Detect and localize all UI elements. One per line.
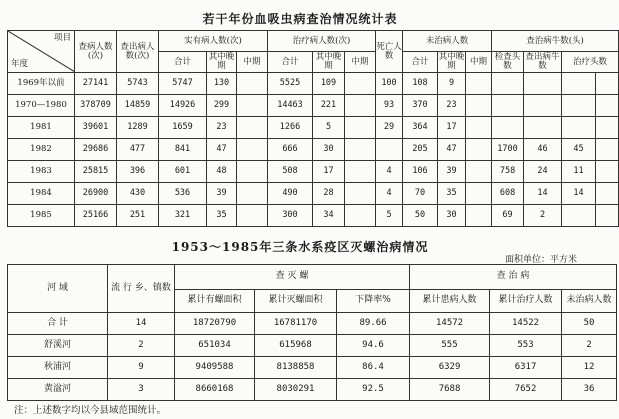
table1-cell-deaths: 4 xyxy=(376,161,403,183)
table1-cell-year: 1969年以前 xyxy=(8,73,75,95)
table1-cell-tr-late: 5 xyxy=(313,117,345,139)
table1-cell-c-treat xyxy=(562,117,596,139)
table2-cell-river: 秋浦河 xyxy=(8,357,108,379)
header-actual-mid: 中期 xyxy=(237,52,268,73)
table1-cell-deaths: 93 xyxy=(376,95,403,117)
table1-cell-un-total: 108 xyxy=(403,73,438,95)
table1-cell-un-total: 370 xyxy=(403,95,438,117)
table1-cell-empty xyxy=(237,95,268,117)
table2-cell-area-snail: 651034 xyxy=(175,335,255,357)
table1-cell-empty xyxy=(237,205,268,227)
table1-cell-empty xyxy=(466,139,492,161)
table1-cell-act-late: 47 xyxy=(207,139,237,161)
table1-cell-found: 396 xyxy=(117,161,159,183)
table2-cell-towns: 2 xyxy=(108,335,175,357)
table2-cell-river: 黄湓河 xyxy=(8,379,108,401)
table1-cell-c-found: 46 xyxy=(524,139,562,161)
table1-cell-c-found xyxy=(524,73,562,95)
table1-row xyxy=(8,139,619,161)
table1-cell-act-total: 841 xyxy=(159,139,207,161)
table2-row xyxy=(8,313,617,335)
header-untreated: 未治病人数 xyxy=(403,31,492,52)
table1-cell-un-total: 106 xyxy=(403,161,438,183)
table2-cell-drop-rate: 89.66 xyxy=(337,313,410,335)
table1-cell-act-late: 48 xyxy=(207,161,237,183)
table1-cell-year: 1981 xyxy=(8,117,75,139)
table1-cell-empty xyxy=(466,73,492,95)
table1-cell-empty xyxy=(345,73,376,95)
table1-cell-act-late: 39 xyxy=(207,183,237,205)
table1-cell-c-treat: 11 xyxy=(562,161,596,183)
table1-cell-tr-total: 14463 xyxy=(268,95,313,117)
table1-cell-exam: 39601 xyxy=(75,117,117,139)
table1-cell-empty xyxy=(237,117,268,139)
table1-cell-empty xyxy=(466,117,492,139)
table2-cell-cum-treated: 553 xyxy=(490,335,562,357)
table1-cell-act-total: 5747 xyxy=(159,73,207,95)
table1-cell-act-late: 130 xyxy=(207,73,237,95)
table2-cell-river: 合 计 xyxy=(8,313,108,335)
table1-cell-exam: 25815 xyxy=(75,161,117,183)
table2-title: 1953～1985年三条水系疫区灭螺治病情况 xyxy=(171,240,429,254)
table2-cell-drop-rate: 92.5 xyxy=(337,379,410,401)
table1-cell-un-late: 9 xyxy=(438,73,466,95)
header-cattle: 查治病牛数(头) xyxy=(492,31,619,52)
table1-cell-c-exam: 1700 xyxy=(492,139,524,161)
table1-cell-un-late: 30 xyxy=(438,205,466,227)
area-unit-note: 面积单位：平方米 xyxy=(505,255,578,265)
table1-cell-found: 251 xyxy=(117,205,159,227)
table2-cell-cum-treated: 7652 xyxy=(490,379,562,401)
table2-cell-river: 舒溪河 xyxy=(8,335,108,357)
header-treated-late: 其中晚期 xyxy=(313,52,345,73)
table2-cell-untreated: 36 xyxy=(562,379,617,401)
table1-cell-empty xyxy=(345,117,376,139)
table1-cell-c-treat: 14 xyxy=(562,183,596,205)
table2-cell-cum-patients: 14572 xyxy=(410,313,490,335)
header-actual: 实有病人数(次) xyxy=(159,31,268,52)
table1-cell-tr-total: 508 xyxy=(268,161,313,183)
table2-cell-untreated: 2 xyxy=(562,335,617,357)
table1-cell-c-exam: 758 xyxy=(492,161,524,183)
table2-cell-cum-patients: 6329 xyxy=(410,357,490,379)
table1-cell-c-exam xyxy=(492,73,524,95)
header-river: 河 域 xyxy=(8,265,108,313)
table1-cell-deaths: 100 xyxy=(376,73,403,95)
table1-cell-empty xyxy=(345,205,376,227)
table1-cell-c-found xyxy=(524,117,562,139)
table1-row xyxy=(8,95,619,117)
corner-bottom-label: 年度 xyxy=(11,59,29,70)
header-towns: 流 行 乡、镇数 xyxy=(108,265,175,313)
table1-cell-c-found xyxy=(524,95,562,117)
table1-cell-tr-late: 17 xyxy=(313,161,345,183)
table1-cell-tr-late: 30 xyxy=(313,139,345,161)
table1-cell-c-exam: 69 xyxy=(492,205,524,227)
table1-row xyxy=(8,161,619,183)
table1-cell-act-late: 299 xyxy=(207,95,237,117)
table1-cell-exam: 378709 xyxy=(75,95,117,117)
header-area-snail: 累计有螺面积 xyxy=(175,290,255,313)
table1-cell-act-total: 1659 xyxy=(159,117,207,139)
table1-cell-empty xyxy=(466,183,492,205)
table1-cell-c-exam xyxy=(492,117,524,139)
table1-cell-tr-late: 221 xyxy=(313,95,345,117)
corner-cell xyxy=(8,31,75,73)
table1-cell-tr-late: 109 xyxy=(313,73,345,95)
table2-cell-cum-patients: 555 xyxy=(410,335,490,357)
table1-row xyxy=(8,117,619,139)
table1-cell-c-exam xyxy=(492,95,524,117)
table2-cell-cum-patients: 7688 xyxy=(410,379,490,401)
table1-cell-tr-late: 28 xyxy=(313,183,345,205)
table1-cell-c-treat xyxy=(562,205,596,227)
table1-cell-c-found: 24 xyxy=(524,161,562,183)
header-cum-treated: 累计治疗人数 xyxy=(490,290,562,313)
table1-cell-deaths: 5 xyxy=(376,205,403,227)
table1-cell-empty xyxy=(237,73,268,95)
table1-cell-exam: 27141 xyxy=(75,73,117,95)
header-snail-group: 查 灭 螺 xyxy=(175,265,410,290)
table1-cell-act-total: 321 xyxy=(159,205,207,227)
header-cattle-treat: 治疗头数 xyxy=(562,52,619,73)
schistosomiasis-table xyxy=(7,30,619,227)
table2-cell-area-snail: 18720790 xyxy=(175,313,255,335)
table1-cell-empty xyxy=(345,161,376,183)
table1-cell-act-total: 536 xyxy=(159,183,207,205)
table1-title: 若干年份血吸虫病查治情况统计表 xyxy=(202,12,398,26)
table1-cell-found: 1289 xyxy=(117,117,159,139)
table1-cell-found: 477 xyxy=(117,139,159,161)
table1-cell-empty xyxy=(237,139,268,161)
footnote: 注：上述数字均以今县域范围统计。 xyxy=(14,405,167,416)
table1-cell-year: 1982 xyxy=(8,139,75,161)
table1-cell-act-late: 35 xyxy=(207,205,237,227)
table1-cell-found: 14859 xyxy=(117,95,159,117)
table1-cell-empty xyxy=(596,183,619,205)
table1-cell-un-late: 23 xyxy=(438,95,466,117)
table1-cell-year: 1984 xyxy=(8,183,75,205)
table1-cell-c-exam: 608 xyxy=(492,183,524,205)
table1-cell-empty xyxy=(596,139,619,161)
table1-cell-empty xyxy=(466,95,492,117)
table1-cell-c-found: 2 xyxy=(524,205,562,227)
table1-cell-empty xyxy=(345,183,376,205)
table1-cell-exam: 25166 xyxy=(75,205,117,227)
header-area-killed: 累计灭螺面积 xyxy=(255,290,337,313)
table1-cell-un-total: 50 xyxy=(403,205,438,227)
header-treated: 治疗病人数(次) xyxy=(268,31,376,52)
table1-cell-un-total: 364 xyxy=(403,117,438,139)
header-cattle-exam: 检查头数 xyxy=(492,52,524,73)
table1-cell-deaths xyxy=(376,139,403,161)
table1-cell-c-found: 14 xyxy=(524,183,562,205)
table1-cell-un-total: 205 xyxy=(403,139,438,161)
table1-cell-empty xyxy=(345,95,376,117)
table2-cell-drop-rate: 94.6 xyxy=(337,335,410,357)
header-treat-group: 查 治 病 xyxy=(410,265,617,290)
table1-cell-year: 1970—1980 xyxy=(8,95,75,117)
table2-row xyxy=(8,335,617,357)
table1-cell-found: 430 xyxy=(117,183,159,205)
table1-cell-found: 5743 xyxy=(117,73,159,95)
table1-cell-c-treat xyxy=(562,95,596,117)
table1-cell-empty xyxy=(237,183,268,205)
table1-cell-act-total: 14926 xyxy=(159,95,207,117)
table1-cell-un-late: 39 xyxy=(438,161,466,183)
table1-cell-act-late: 23 xyxy=(207,117,237,139)
table2-cell-towns: 9 xyxy=(108,357,175,379)
table1-row xyxy=(8,205,619,227)
table1-cell-tr-total: 5525 xyxy=(268,73,313,95)
table1-cell-act-total: 601 xyxy=(159,161,207,183)
table1-cell-empty xyxy=(596,161,619,183)
table1-cell-un-late: 47 xyxy=(438,139,466,161)
table1-cell-empty xyxy=(466,205,492,227)
table1-cell-tr-total: 300 xyxy=(268,205,313,227)
table2-cell-area-killed: 8138858 xyxy=(255,357,337,379)
table1-cell-year: 1985 xyxy=(8,205,75,227)
snail-control-table xyxy=(7,264,617,401)
table2-cell-towns: 14 xyxy=(108,313,175,335)
header-exam: 查病人数(次) xyxy=(75,31,117,73)
table2-cell-area-killed: 615968 xyxy=(255,335,337,357)
header-cum-patients: 累计患病人数 xyxy=(410,290,490,313)
table2-cell-untreated: 50 xyxy=(562,313,617,335)
table2-cell-untreated: 12 xyxy=(562,357,617,379)
table2-cell-towns: 3 xyxy=(108,379,175,401)
table1-cell-empty xyxy=(596,73,619,95)
table1-cell-tr-total: 666 xyxy=(268,139,313,161)
header-actual-total: 合计 xyxy=(159,52,207,73)
table1-cell-deaths: 29 xyxy=(376,117,403,139)
table1-cell-empty xyxy=(345,139,376,161)
table2-cell-area-killed: 16781170 xyxy=(255,313,337,335)
table1-cell-un-late: 17 xyxy=(438,117,466,139)
table1-cell-un-total: 70 xyxy=(403,183,438,205)
table2-cell-cum-treated: 14522 xyxy=(490,313,562,335)
table1-cell-exam: 26900 xyxy=(75,183,117,205)
header-found: 查出病人数(次) xyxy=(117,31,159,73)
table1-cell-tr-total: 490 xyxy=(268,183,313,205)
header-cattle-found: 查出病牛数 xyxy=(525,52,560,71)
table1-cell-deaths: 4 xyxy=(376,183,403,205)
table1-cell-year: 1983 xyxy=(8,161,75,183)
table1-row xyxy=(8,183,619,205)
table1-cell-empty xyxy=(596,117,619,139)
table1-cell-c-treat xyxy=(562,73,596,95)
header-untreated-patients: 未治病人数 xyxy=(562,290,617,313)
table1-cell-un-late: 35 xyxy=(438,183,466,205)
corner-top-label: 项目 xyxy=(53,33,71,43)
table2-row xyxy=(8,379,617,401)
table2-cell-area-snail: 8660168 xyxy=(175,379,255,401)
table2-row xyxy=(8,357,617,379)
header-untreated-late: 其中晚期 xyxy=(438,52,465,71)
table2-cell-area-killed: 8030291 xyxy=(255,379,337,401)
table2-cell-area-snail: 9409588 xyxy=(175,357,255,379)
header-untreated-total: 合计 xyxy=(403,52,438,73)
header-treated-total: 合计 xyxy=(268,52,313,73)
table1-cell-c-treat: 45 xyxy=(562,139,596,161)
table1-cell-empty xyxy=(596,205,619,227)
table2-cell-cum-treated: 6317 xyxy=(490,357,562,379)
table1-cell-empty xyxy=(237,161,268,183)
header-deaths: 死亡人数 xyxy=(376,31,403,73)
header-actual-late: 其中晚期 xyxy=(207,52,237,73)
table1-cell-empty xyxy=(466,161,492,183)
table1-cell-tr-total: 1266 xyxy=(268,117,313,139)
table1-cell-empty xyxy=(596,95,619,117)
header-treated-mid: 中期 xyxy=(345,52,376,73)
table1-row xyxy=(8,73,619,95)
table2-cell-drop-rate: 86.4 xyxy=(337,357,410,379)
header-untreated-mid: 中期 xyxy=(466,52,492,73)
header-drop-rate: 下降率% xyxy=(337,290,410,313)
table1-cell-exam: 29686 xyxy=(75,139,117,161)
table1-cell-tr-late: 34 xyxy=(313,205,345,227)
